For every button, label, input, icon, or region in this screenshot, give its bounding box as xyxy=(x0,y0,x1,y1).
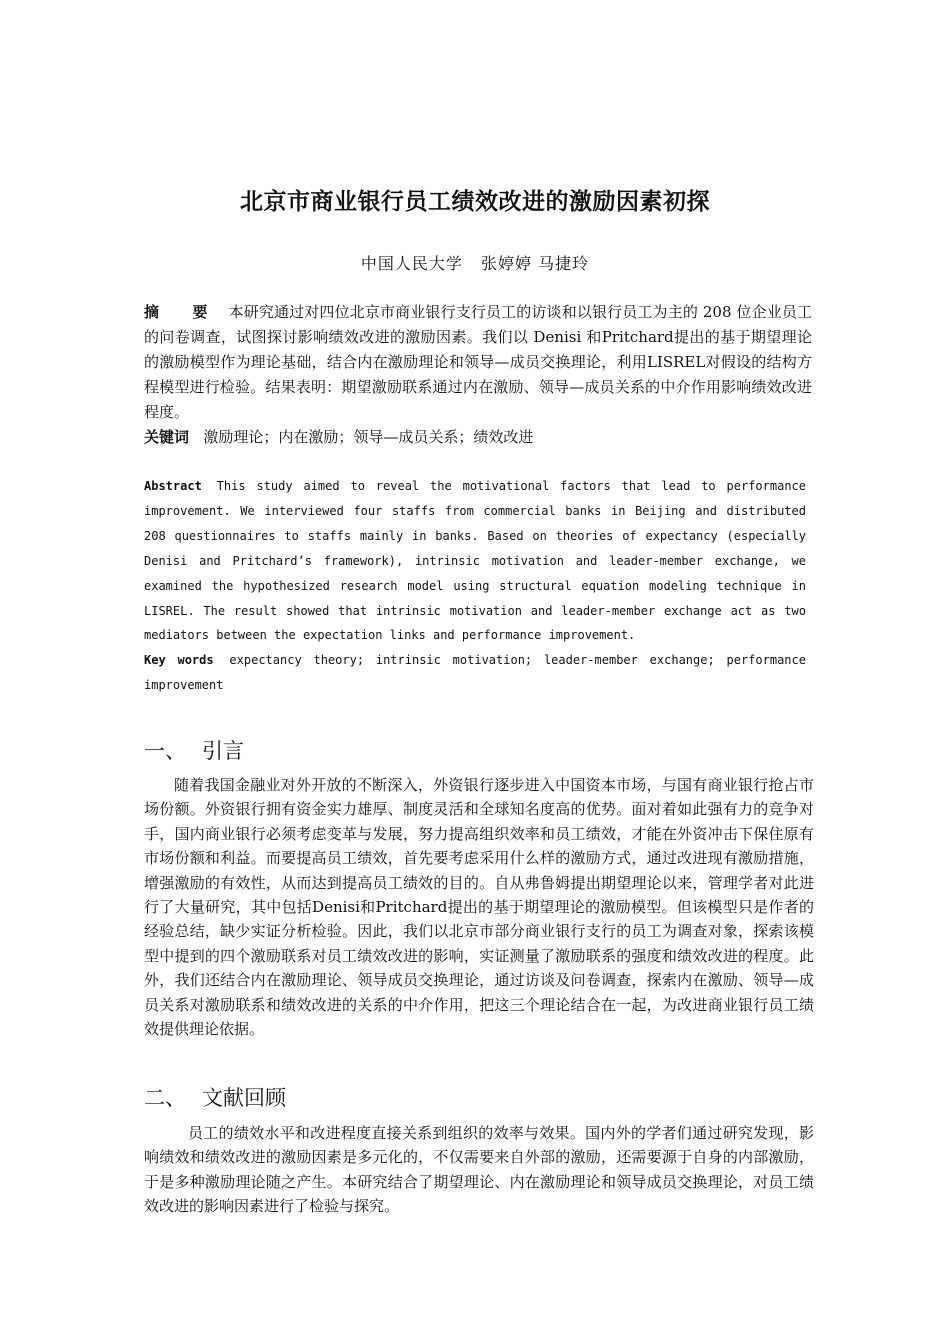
english-abstract-text: This study aimed to reveal the motivational factors that lead to performance improvement. We interviewed four staffs from commercial banks in Beijing and distributed 208 questionnaires to staffs mainly in banks. Based on theories of expectancy (especially Denisi and Pritchard’s framework), intrinsic motivation and leader-member exchange, we examined the hypothesized research model using structural equation modeling technique in LISREL. The result showed that intrinsic motivation and leader-member exchange act as two mediators between the expectation links and performance improvement. xyxy=(144,479,806,643)
english-abstract-label: Abstract xyxy=(144,479,202,493)
paper-title: 北京市商业银行员工绩效改进的激励因素初探 xyxy=(240,189,710,215)
chinese-keywords xyxy=(144,425,812,450)
english-keywords-text: expectancy theory; intrinsic motivation; leader-member exchange; performance improvement xyxy=(144,653,806,692)
author-names: 张婷婷 马捷玲 xyxy=(481,254,590,273)
english-keywords-label: Key words xyxy=(144,653,214,667)
author-line xyxy=(0,251,950,274)
english-abstract xyxy=(144,474,806,648)
section-title: 引言 xyxy=(202,739,244,763)
section-heading-literature-review xyxy=(144,1082,286,1112)
section-heading-introduction xyxy=(144,735,244,765)
section-body-introduction: 随着我国金融业对外开放的不断深入，外资银行逐步进入中国资本市场，与国有商业银行抢占市场份额。外资银行拥有资金实力雄厚、制度灵活和全球知名度高的优势。面对着如此强有力的竞争对手，国内商业银行必须考虑变革与发展，努力提高组织效率和员工绩效，才能在外资冲击下保住原有市场份额和利益。而要提高员工绩效，首先要考虑采用什么样的激励方式，通过改进现有激励措施，增强激励的有效性，从而达到提高员工绩效的目的。自从弗鲁姆提出期望理论以来，管理学者对此进行了大量研究，其中包括Denisi和Pritchard提出的基于期望理论的激励模型。但该模型只是作者的经验总结，缺少实证分析检验。因此，我们以北京市部分商业银行支行的员工为调查对象，探索该模型中提到的四个激励联系对员工绩效改进的影响，实证测量了激励联系的强度和绩效改进的程度。此外，我们还结合内在激励理论、领导成员交换理论，通过访谈及问卷调查，探索内在激励、领导—成员关系对激励联系和绩效改进的关系的中介作用，把这三个理论结合在一起，为改进商业银行员工绩效提供理论依据。 xyxy=(144,776,814,1039)
section-number: 二、 xyxy=(144,1086,186,1110)
chinese-keywords-text: 激励理论；内在激励；领导—成员关系；绩效改进 xyxy=(203,428,534,446)
chinese-abstract-label: 摘 要 xyxy=(144,303,222,321)
chinese-abstract xyxy=(144,300,812,425)
section-title: 文献回顾 xyxy=(202,1086,286,1110)
chinese-abstract-text: 本研究通过对四位北京市商业银行支行员工的访谈和以银行员工为主的 208 位企业员工的问卷调查，试图探讨影响绩效改进的激励因素。我们以 Denisi 和Pritchard提出的基于期望理论的激励模型作为理论基础，结合内在激励理论和领导—成员交换理论，利用LISREL对假设的结构方程模型进行检验。结果表明：期望激励联系通过内在激励、领导—成员关系的中介作用影响绩效改进程度。 xyxy=(144,303,812,421)
chinese-keywords-label: 关键词 xyxy=(144,428,190,446)
affiliation: 中国人民大学 xyxy=(360,254,463,273)
section-number: 一、 xyxy=(144,739,186,763)
section-body-literature-review: 员工的绩效水平和改进程度直接关系到组织的效率与效果。国内外的学者们通过研究发现，影响绩效和绩效改进的激励因素是多元化的，不仅需要来自外部的激励，还需要源于自身的内部激励，于是多种激励理论随之产生。本研究结合了期望理论、内在激励理论和领导成员交换理论，对员工绩效改进的影响因素进行了检验与探究。 xyxy=(144,1124,814,1216)
english-keywords xyxy=(144,648,806,698)
